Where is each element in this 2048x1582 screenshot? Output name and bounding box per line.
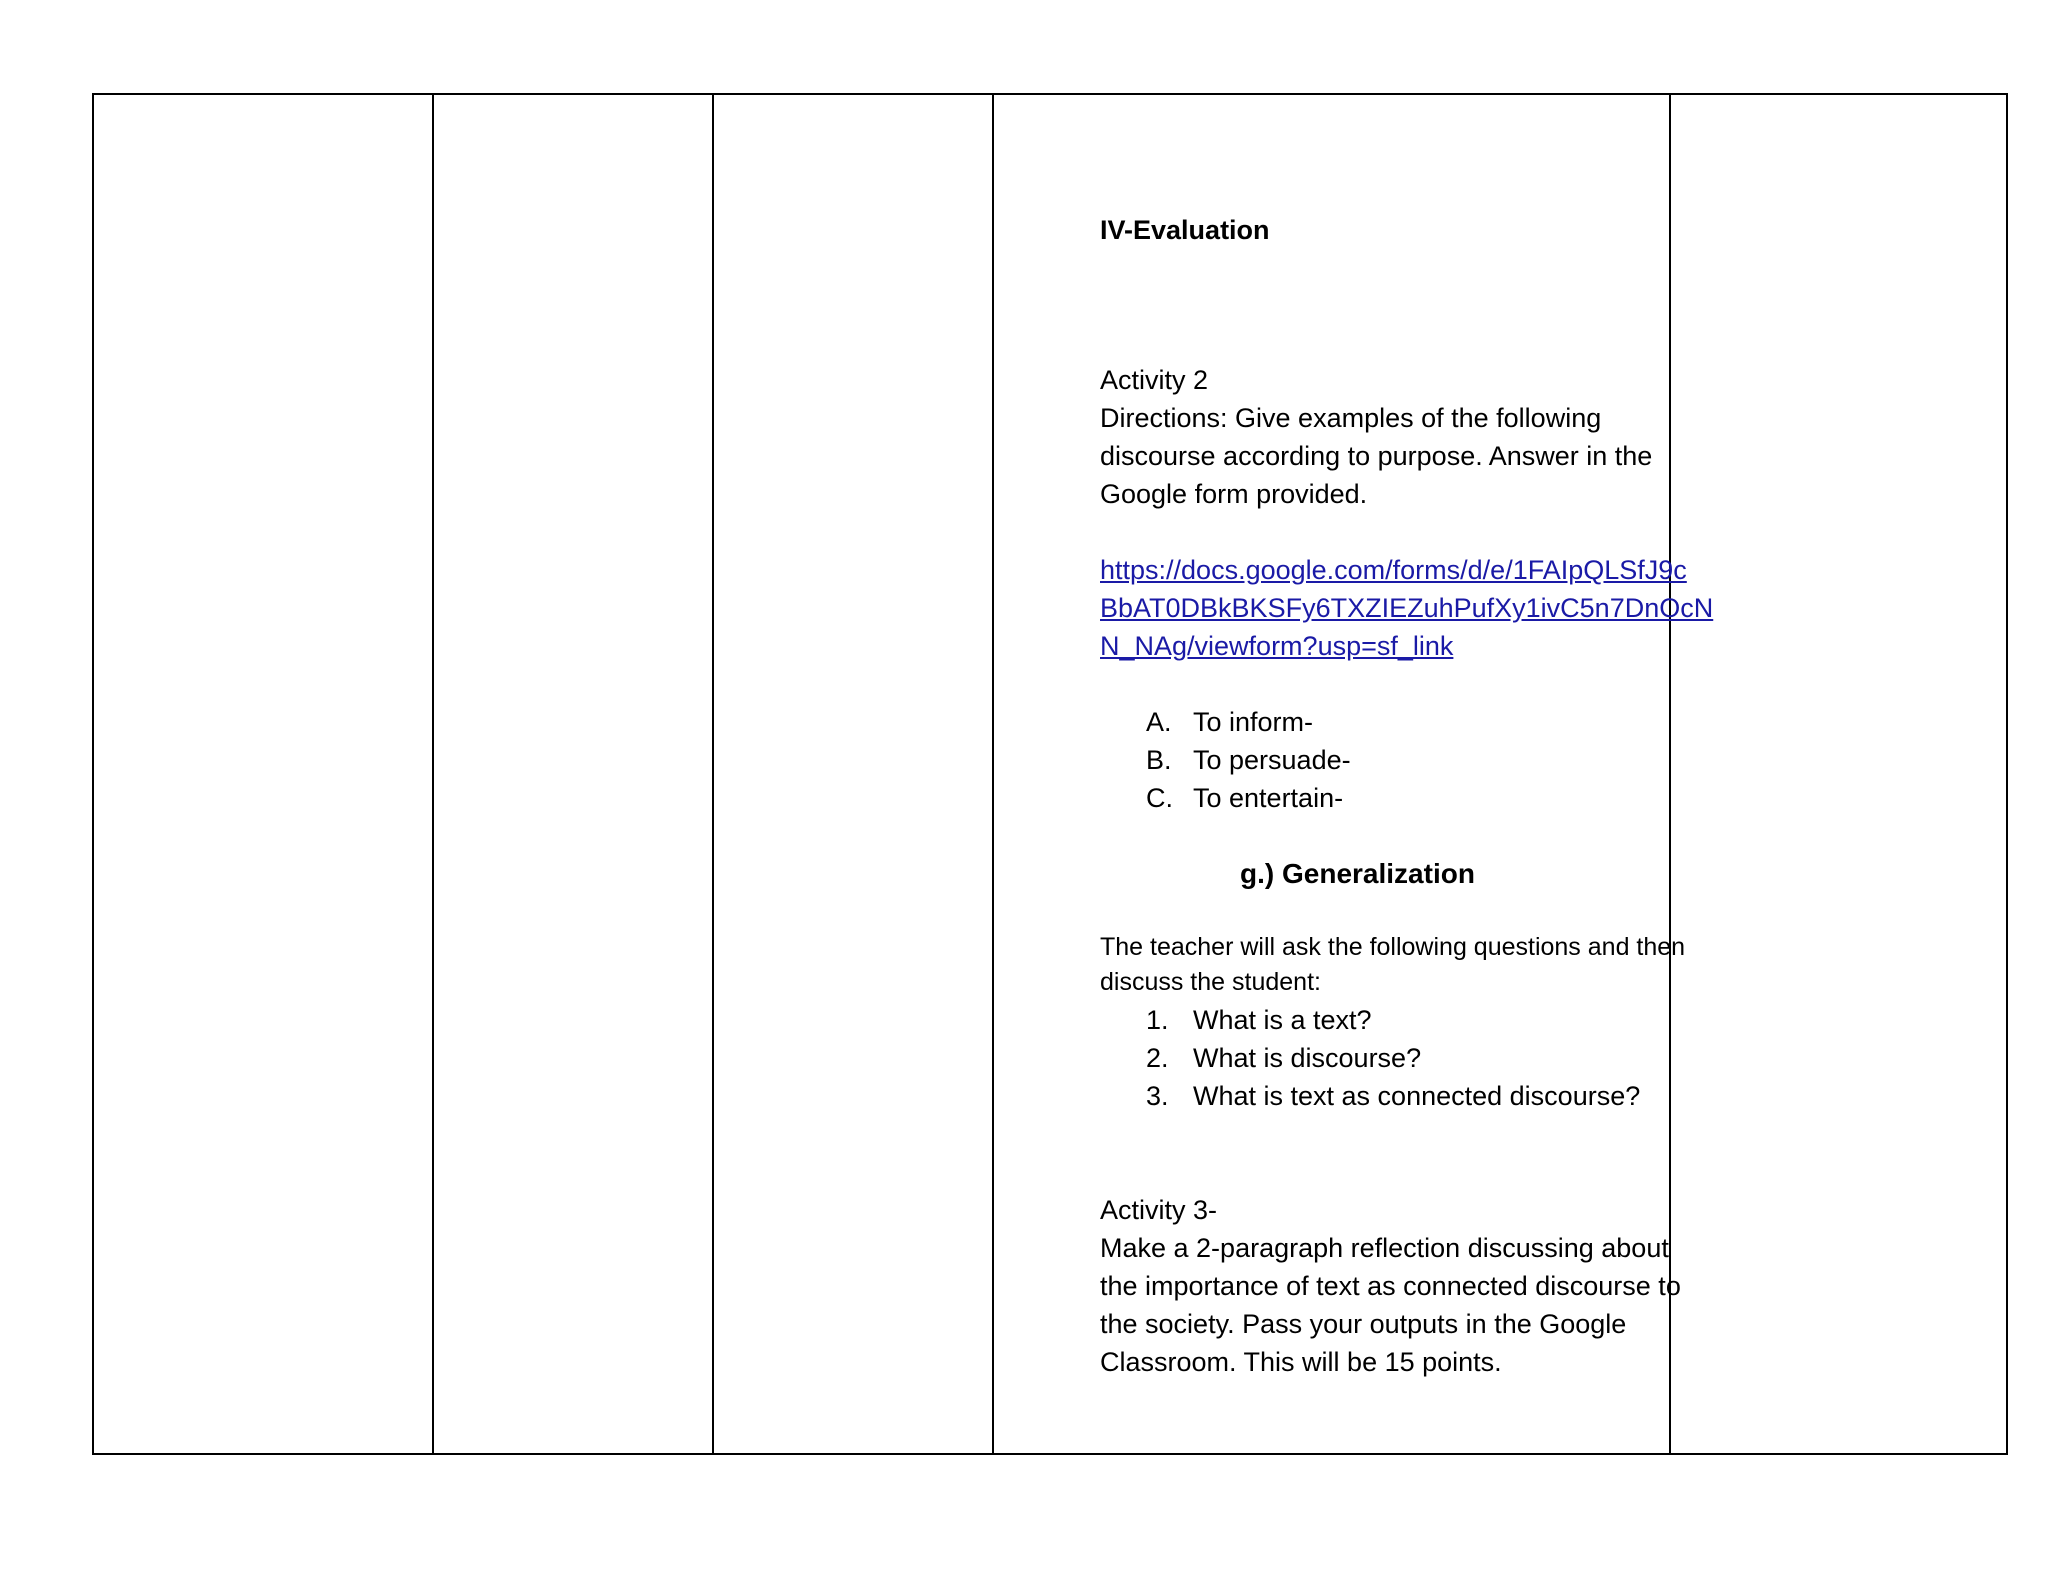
- google-form-link-line-2[interactable]: BbAT0DBkBKSFy6TXZIEZuhPufXy1ivC5n7DnOcN: [1100, 593, 1714, 623]
- evaluation-heading: IV-Evaluation: [1100, 215, 1270, 245]
- list-item-text: What is discourse?: [1193, 1043, 1422, 1073]
- generalization-intro-line-1: The teacher will ask the following questions and then: [1100, 933, 1686, 961]
- google-form-link-line-1[interactable]: https://docs.google.com/forms/d/e/1FAIpQLSfJ9c: [1100, 555, 1687, 585]
- generalization-intro-line-2: discuss the student:: [1100, 968, 1321, 996]
- lesson-plan-table: [92, 93, 2008, 1455]
- list-item-text: To persuade-: [1193, 745, 1351, 775]
- list-marker: B.: [1146, 745, 1172, 775]
- column-divider-2: [712, 95, 714, 1453]
- activity-3-body-line-1: Make a 2-paragraph reflection discussing about: [1100, 1233, 1669, 1263]
- activity-2-title: Activity 2: [1100, 365, 1209, 395]
- list-marker: 3.: [1146, 1081, 1169, 1111]
- activity-3-body-line-3: the society. Pass your outputs in the Google: [1100, 1309, 1627, 1339]
- activity-3-body-line-4: Classroom. This will be 15 points.: [1100, 1347, 1502, 1377]
- generalization-heading: g.) Generalization: [1240, 858, 1475, 889]
- list-item-text: What is text as connected discourse?: [1193, 1081, 1641, 1111]
- list-item-text: To inform-: [1193, 707, 1314, 737]
- google-form-link-line-3[interactable]: N_NAg/viewform?usp=sf_link: [1100, 631, 1454, 661]
- activity-2-directions-line-1: Directions: Give examples of the following: [1100, 403, 1602, 433]
- list-marker: A.: [1146, 707, 1172, 737]
- column-divider-3: [992, 95, 994, 1453]
- procedure-cell: [1100, 95, 1755, 1453]
- list-item-text: To entertain-: [1193, 783, 1344, 813]
- list-marker: C.: [1146, 783, 1173, 813]
- list-item-text: What is a text?: [1193, 1005, 1372, 1035]
- list-marker: 2.: [1146, 1043, 1169, 1073]
- column-divider-1: [432, 95, 434, 1453]
- activity-3-title: Activity 3-: [1100, 1195, 1218, 1225]
- list-marker: 1.: [1146, 1005, 1169, 1035]
- activity-3-body-line-2: the importance of text as connected discourse to: [1100, 1271, 1681, 1301]
- activity-2-directions-line-2: discourse according to purpose. Answer in the: [1100, 441, 1653, 471]
- activity-2-directions-line-3: Google form provided.: [1100, 479, 1368, 509]
